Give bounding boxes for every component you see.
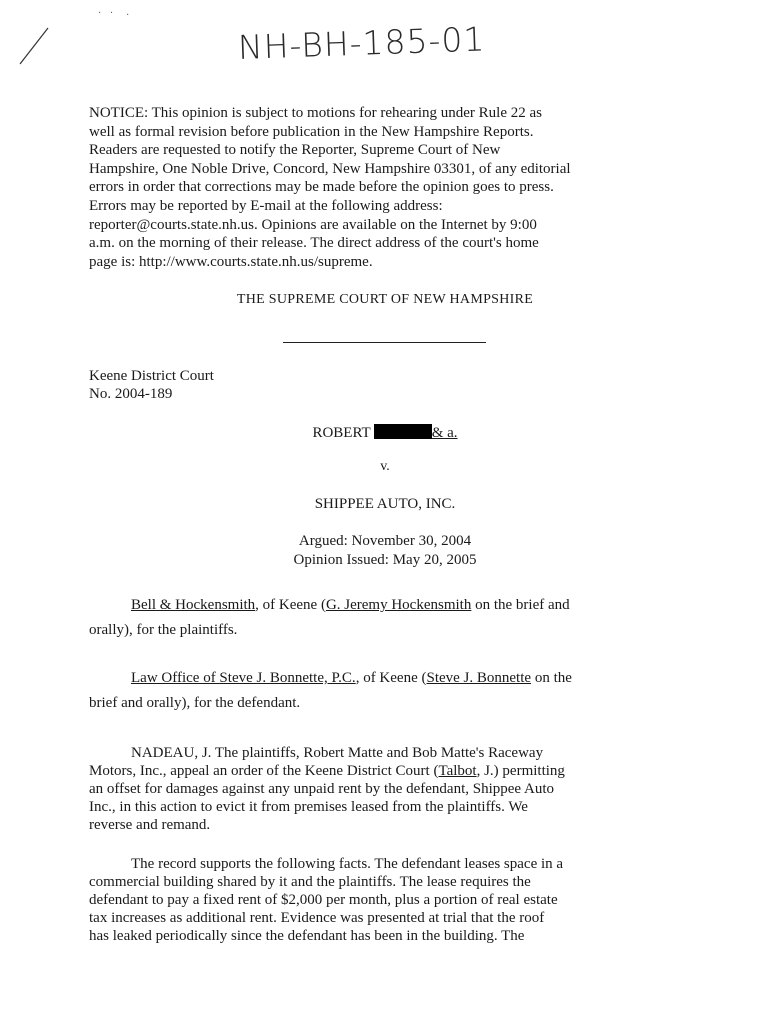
scan-speck: · xyxy=(126,10,133,21)
opinion-line: commercial building shared by it and the plaintiffs. The lease requires the xyxy=(89,874,531,890)
notice-line: errors in order that corrections may be made before the opinion goes to press. xyxy=(89,179,554,196)
counsel-text: on the xyxy=(531,670,572,686)
counsel-line xyxy=(89,670,679,687)
opinion-line: The record supports the following facts. The defendant leases space in a xyxy=(131,856,564,872)
opinion-line: Inc., in this action to evict it from premises leased from the plaintiffs. We xyxy=(89,799,528,815)
notice-line: page is: http://www.courts.state.nh.us/supreme. xyxy=(89,253,373,270)
opinion-line xyxy=(89,762,679,780)
notice-line: reporter@courts.state.nh.us. Opinions are available on the Internet by 9:00 xyxy=(89,216,537,233)
notice-line: a.m. on the morning of their release. The direct address of the court's home xyxy=(89,235,539,252)
notice-line: Readers are requested to notify the Reporter, Supreme Court of New xyxy=(89,142,501,159)
plaintiff-attorney: G. Jeremy Hockensmith xyxy=(325,597,472,613)
opinion-line: an offset for damages against any unpaid rent by the defendant, Shippee Auto xyxy=(89,781,555,797)
opinion-paragraph-2 xyxy=(89,855,679,945)
publication-notice xyxy=(89,104,689,271)
divider-rule xyxy=(283,342,486,343)
counsel-text: , of Keene ( xyxy=(355,670,427,686)
defendant-counsel xyxy=(89,670,679,712)
lower-court: Keene District Court xyxy=(89,368,214,384)
notice-line: NOTICE: This opinion is subject to motions for rehearing under Rule 22 as xyxy=(89,105,542,121)
opinion-line: tax increases as additional rent. Evidence was presented at trial that the roof xyxy=(89,910,545,926)
opinion-paragraph-1 xyxy=(89,744,679,834)
opinion-text: , J.) permitting xyxy=(476,763,565,779)
notice-line: well as formal revision before publication in the New Hampshire Reports. xyxy=(89,123,534,140)
plaintiff-firm: Bell & Hockensmith xyxy=(131,597,256,613)
plaintiff-name: ROBERT xyxy=(312,425,371,441)
defendant-caption: SHIPPEE AUTO, INC. xyxy=(314,496,456,512)
opinion-line: defendant to pay a fixed rent of $2,000 per month, plus a portion of real estate xyxy=(89,892,558,908)
judge-name: Talbot xyxy=(438,763,477,779)
counsel-text: on the brief and xyxy=(471,597,570,613)
opinion-line: reverse and remand. xyxy=(89,817,211,833)
counsel-text: , of Keene ( xyxy=(255,597,326,613)
counsel-line xyxy=(89,597,679,614)
counsel-line: brief and orally), for the defendant. xyxy=(89,695,301,711)
case-caption-left xyxy=(89,367,214,403)
court-title: THE SUPREME COURT OF NEW HAMPSHIRE xyxy=(236,292,534,307)
defendant-firm: Law Office of Steve J. Bonnette, P.C. xyxy=(131,670,356,686)
plaintiff-et-al: & a. xyxy=(431,425,458,441)
redaction-block xyxy=(374,424,432,439)
counsel-line: orally), for the plaintiffs. xyxy=(89,622,238,638)
versus: v. xyxy=(380,459,390,474)
defendant-attorney: Steve J. Bonnette xyxy=(426,670,532,686)
notice-line: Hampshire, One Noble Drive, Concord, New Hampshire 03301, of any editorial xyxy=(89,160,571,177)
notice-line: Errors may be reported by E-mail at the following address: xyxy=(89,197,443,214)
argued-date: Argued: November 30, 2004 xyxy=(298,533,472,549)
pen-stroke-mark xyxy=(14,14,54,74)
opinion-line: has leaked periodically since the defendant has been in the building. The xyxy=(89,928,525,944)
handwritten-document-id: NH-BH-185-01 xyxy=(237,19,486,67)
opinion-text: Motors, Inc., appeal an order of the Keene District Court ( xyxy=(89,763,439,779)
plaintiff-caption xyxy=(0,424,770,442)
scan-speck: · · xyxy=(98,8,117,19)
docket-number: No. 2004-189 xyxy=(89,386,173,402)
plaintiff-counsel xyxy=(89,597,679,639)
issued-date: Opinion Issued: May 20, 2005 xyxy=(293,552,477,568)
opinion-line: NADEAU, J. The plaintiffs, Robert Matte and Bob Matte's Raceway xyxy=(131,745,544,761)
